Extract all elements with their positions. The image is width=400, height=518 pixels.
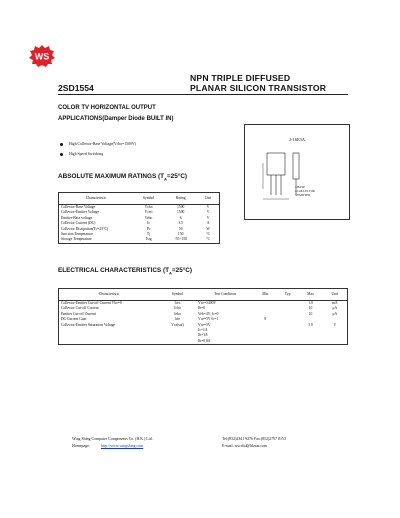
table-cell [298,339,322,345]
column-header: Typ [277,289,299,301]
pin-base: 1.BASE [295,185,305,189]
column-header: Symbol [159,289,196,301]
table-cell: mA [332,301,338,305]
table-cell: W [206,226,210,231]
table-cell: DC Current Gain [61,317,87,322]
application-line2: APPLICATIONS(Damper Diode BUILT IN) [58,116,174,122]
table-cell: Ic=1A [198,328,208,333]
table-cell: 8 [264,317,267,322]
feature-item: High Collector-Base Voltage(Vcbo=1500V) [60,142,136,146]
table-cell: Icbo [174,306,181,311]
table-cell: hfe [175,317,180,322]
column-header: Test Condition [196,289,254,301]
abs-max-title: ABSOLUTE MAXIMUM RATINGS $(T_A=25^\circ C)$ [58,173,188,182]
bullet-icon [60,153,63,156]
ws-logo-icon [28,44,56,68]
table-cell: Emitter-Base voltage [61,215,93,220]
table-cell: Ib=0.8A [198,338,211,343]
table-cell: Collector-Emitter Voltage [61,210,99,215]
table-header-row [59,193,220,205]
table-cell: °C [206,232,211,237]
column-header: Symbol [133,193,164,205]
bullet-icon [60,143,63,146]
table-cell: Emitter Cut-off Current [61,311,96,316]
table-cell: μA [332,311,338,316]
table-cell [323,339,348,345]
table-row [59,339,348,345]
company-logo [28,44,56,68]
table-cell: Ic [147,221,150,226]
table-cell: Vce=5V Ic=1 [198,317,219,322]
package-drawing-icon [259,149,337,213]
footer-homepage-label: Homepage: [72,444,90,448]
header-divider [58,94,348,95]
table-cell: 1500 [177,210,185,215]
table-cell: Iebo [174,311,181,316]
table-cell: Vce(sat) [171,322,184,327]
column-header: Unit [197,193,219,205]
pin-emitter: 3.EMITTER [295,193,311,197]
column-header: Characteristic [59,193,134,205]
table-cell: 6 [179,215,182,220]
package-name: 2-16E3A [288,137,306,142]
table-cell: V [206,210,210,215]
table-cell: -55~150 [174,237,187,242]
table-cell: °C [206,237,211,242]
table-cell: Storage Temperature [61,237,92,242]
table-cell: Ib=0 [198,306,206,311]
table-cell [159,339,196,345]
table-cell: Ib=1A [198,333,208,338]
table-cell: A [206,221,210,226]
pin-collector: 2.COLLECTOR [295,189,315,193]
table-cell: Vebo [144,215,153,220]
table-cell: Ices [174,301,181,305]
svg-text:WS: WS [34,51,50,62]
table-cell [277,339,299,345]
table-row [59,237,220,243]
table-cell: 5.0 [308,322,313,327]
table-cell: Vceo [144,210,153,215]
footer-email: E-mail: wsccltd@hkstar.com [222,444,268,448]
application-line1: COLOR TV HORIZONTAL OUTPUT [58,105,156,111]
footer-tel-fax: Tel:(852)2341 9276 Fax:(852)2797 8153 [222,437,286,441]
table-cell: V [206,215,210,220]
table-cell: μA [332,306,338,311]
table-cell: Vce=1400V [198,301,217,305]
transistor-type-line2: PLANAR SILICON TRANSISTOR [190,83,327,93]
table-cell [59,339,160,345]
column-header: Max [298,289,322,301]
table-cell: V [333,322,337,327]
abs-max-table [58,192,220,244]
table-cell: 1.0 [308,301,313,305]
table-cell: Collector-Base Voltage [61,205,96,209]
table-cell: Vcbo [144,205,153,209]
electrical-title: ELECTRICAL CHARACTERISTICS $(T_A=25^\circ C)$ [58,267,193,276]
table-cell: Collector-Emitter Cut-off Current Vbe=0 [61,301,122,305]
table-header-row [59,289,348,301]
electrical-table [58,288,348,345]
feature-item: High Speed Switching [60,152,103,156]
package-outline-box [244,124,350,220]
footer-company-line [72,437,286,441]
table-cell: Collector Cut-off Current [61,306,99,311]
table-cell: 150 [177,232,184,237]
pin-list [295,185,315,197]
table-cell: 50 [178,226,183,231]
table-cell: Tstg [145,237,152,242]
column-header: Unit [323,289,348,301]
table-cell: Collector Dissipation(Tc=25°C) [61,226,109,231]
footer-web-line [72,444,332,448]
footer-company: Wing Shing Computer Components Co. (H.K.) Ltd. [72,437,153,441]
column-header: Min [254,289,277,301]
table-cell [254,339,277,345]
part-number: 2SD1554 [58,83,94,93]
table-cell: Collector-Emitter Saturation Voltage [61,322,116,327]
table-cell: Veb=4V, Ic=0 [198,311,219,316]
table-cell: Pc [146,226,151,231]
transistor-type-line1: NPN TRIPLE DIFFUSED [190,73,291,83]
table-cell: Junction Temperature [61,232,93,237]
homepage-link[interactable]: http://www.wingshing.com [100,444,144,448]
column-header: Rating [164,193,197,205]
table-cell: Collector Current (DC) [61,221,96,226]
column-header: Characteristic [59,289,160,301]
table-cell: 10 [308,306,313,311]
table-cell: Tj [146,232,151,237]
table-cell: 3.5 [178,221,183,226]
table-cell: 10 [308,311,313,316]
table-cell: 1500 [177,205,185,209]
table-cell: V [206,205,210,209]
table-cell: Vce=5V [198,322,211,327]
